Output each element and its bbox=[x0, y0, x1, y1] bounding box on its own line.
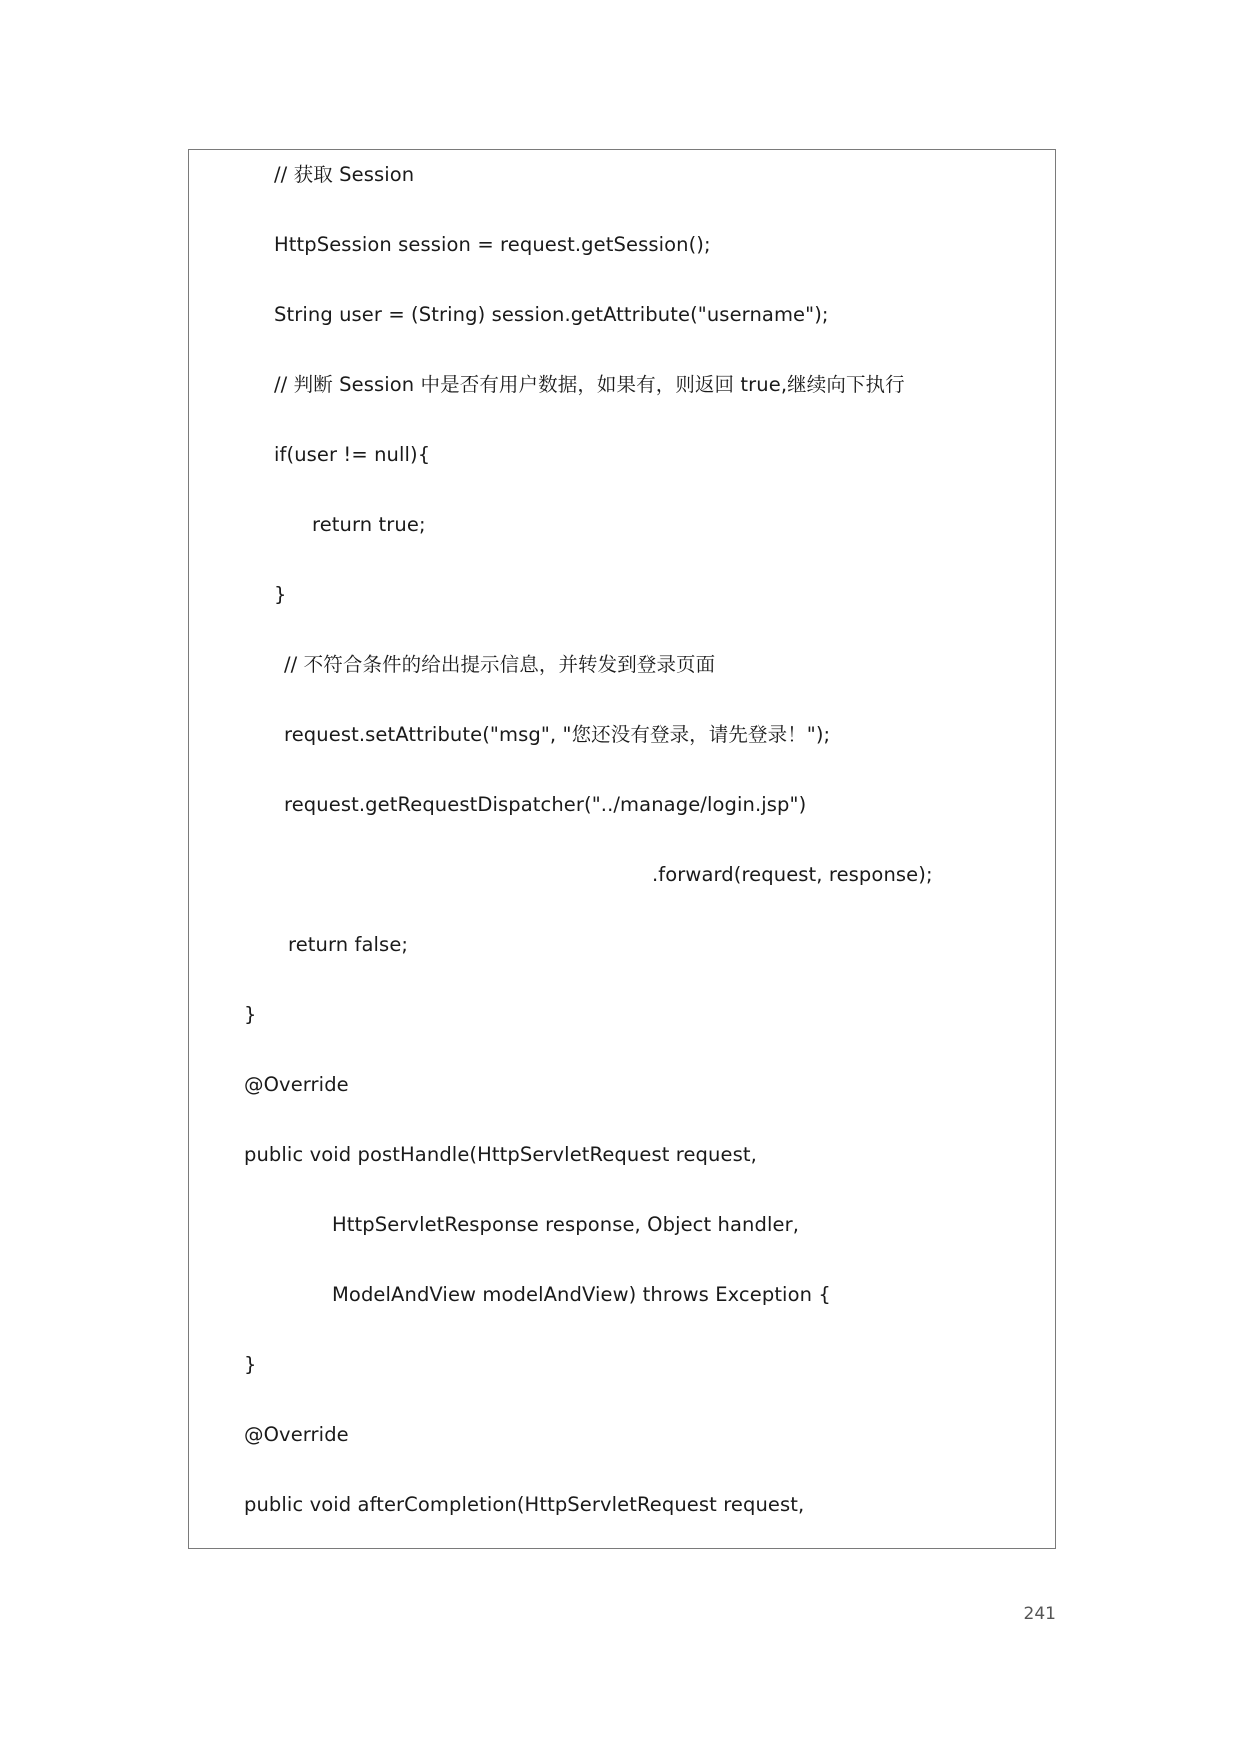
code-line: String user = (String) session.getAttribute("username"); bbox=[274, 303, 829, 326]
code-line: } bbox=[274, 583, 287, 606]
code-line: return true; bbox=[312, 513, 426, 536]
page-number: 241 bbox=[1023, 1604, 1056, 1624]
code-line: return false; bbox=[288, 933, 409, 956]
code-line: request.getRequestDispatcher("../manage/login.jsp") bbox=[284, 793, 807, 816]
code-line: public void postHandle(HttpServletRequest request, bbox=[244, 1143, 757, 1166]
code-line: } bbox=[244, 1353, 257, 1376]
code-line: } bbox=[244, 1003, 257, 1026]
code-line: .forward(request, response); bbox=[652, 863, 933, 886]
code-line: if(user != null){ bbox=[274, 443, 431, 466]
code-line-comment: // 不符合条件的给出提示信息，并转发到登录页面 bbox=[284, 653, 716, 676]
code-line-annotation: @Override bbox=[244, 1423, 349, 1446]
code-line: ModelAndView modelAndView) throws Exception { bbox=[332, 1283, 831, 1306]
code-line-comment: // 判断 Session 中是否有用户数据，如果有，则返回 true,继续向下执行 bbox=[274, 373, 905, 396]
code-line-annotation: @Override bbox=[244, 1073, 349, 1096]
code-line: request.setAttribute("msg", "您还没有登录，请先登录！"); bbox=[284, 723, 831, 746]
code-line: public void afterCompletion(HttpServletRequest request, bbox=[244, 1493, 805, 1516]
code-line-comment: // 获取 Session bbox=[274, 163, 415, 186]
code-listing-box bbox=[188, 149, 1056, 1549]
code-line: HttpServletResponse response, Object handler, bbox=[332, 1213, 800, 1236]
code-line: HttpSession session = request.getSession(); bbox=[274, 233, 711, 256]
